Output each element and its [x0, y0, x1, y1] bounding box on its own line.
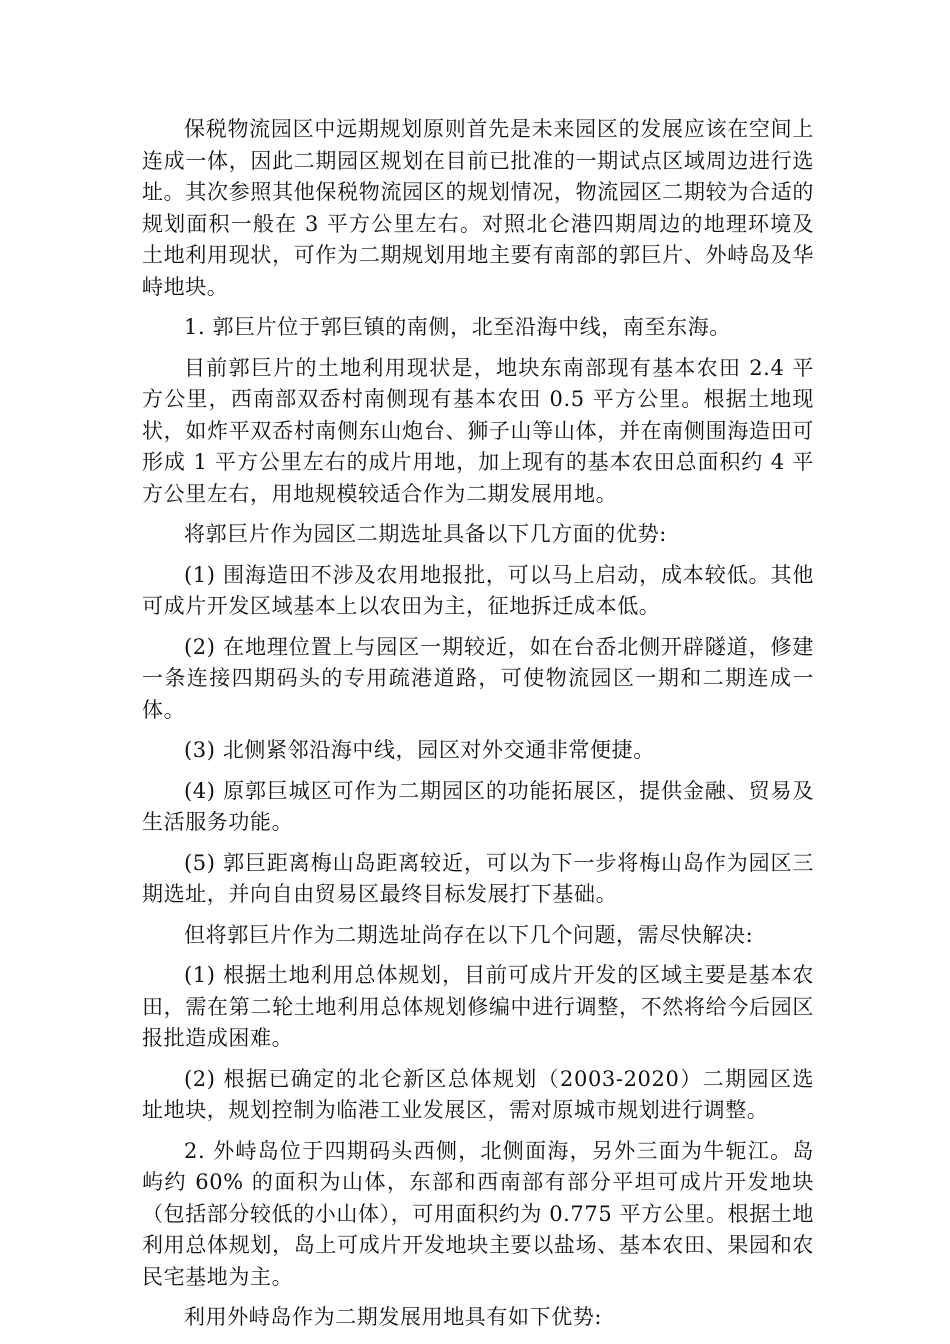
paragraph-advantage-2: (2) 在地理位置上与园区一期较近，如在台岙北侧开辟隧道，修建一条连接四期码头的专用疏港道路，可使物流园区一期和二期连成一体。	[142, 634, 814, 722]
paragraph-advantages-heading: 将郭巨片作为园区二期选址具备以下几方面的优势:	[184, 522, 667, 546]
paragraph-advantage-4: (4) 原郭巨城区可作为二期园区的功能拓展区，提供金融、贸易及生活服务功能。	[142, 778, 814, 834]
paragraph-issue-2: (2) 根据已确定的北仑新区总体规划（2003-2020）二期园区选址地块，规划控制为临港工业发展区，需对原城市规划进行调整。	[142, 1066, 814, 1122]
paragraph-advantage-3: (3) 北侧紧邻沿海中线，园区对外交通非常便捷。	[184, 738, 655, 762]
paragraph-guoju-land-use: 目前郭巨片的土地利用现状是，地块东南部现有基本农田 2.4 平方公里，西南部双岙村南侧现有基本农田 0.5 平方公里。根据土地现状，如炸平双岙村南侧东山炮台、狮子山等山体，并在南侧围海造田可形成 1 平方公里左右的成片用地，加上现有的基本农田总面积约 4 平方公里左右，用地规模较适合作为二期发展用地。	[142, 355, 814, 506]
paragraph-issues-heading: 但将郭巨片作为二期选址尚存在以下几个问题，需尽快解决:	[184, 922, 754, 947]
paragraph-advantage-5: (5) 郭巨距离梅山岛距离较近，可以为下一步将梅山岛作为园区三期选址，并向自由贸易区最终目标发展打下基础。	[142, 850, 814, 906]
paragraph-waizhi-advantages-heading: 利用外峙岛作为二期发展用地具有如下优势:	[184, 1305, 603, 1329]
paragraph-advantage-1: (1) 围海造田不涉及农用地报批，可以马上启动，成本较低。其他可成片开发区域基本上以农田为主，征地拆迁成本低。	[142, 562, 814, 618]
paragraph-issue-1: (1) 根据土地利用总体规划，目前可成片开发的区域主要是基本农田，需在第二轮土地利用总体规划修编中进行调整，不然将给今后园区报批造成困难。	[142, 963, 814, 1050]
paragraph-intro: 保税物流园区中远期规划原则首先是未来园区的发展应该在空间上连成一体，因此二期园区规划在目前已批准的一期试点区域周边进行选址。其次参照其他保税物流园区的规划情况，物流园区二期较为合适的规划面积一般在 3 平方公里左右。对照北仑港四期周边的地理环境及土地利用现状，可作为二期规划用地主要有南部的郭巨片、外峙岛及华峙地块。	[142, 117, 814, 299]
paragraph-waizhi-island: 2. 外峙岛位于四期码头西侧，北侧面海，另外三面为牛轭江。岛屿约 60% 的面积为山体，东部和西南部有部分平坦可成片开发地块（包括部分较低的小山体），可用面积约为 0.775 平方公里。根据土地利用总体规划，岛上可成片开发地块主要以盐场、基本农田、果园和农民宅基地为主。	[142, 1138, 814, 1289]
document-body	[142, 114, 814, 1343]
paragraph-guoju-location: 1. 郭巨片位于郭巨镇的南侧，北至沿海中线，南至东海。	[184, 315, 731, 339]
